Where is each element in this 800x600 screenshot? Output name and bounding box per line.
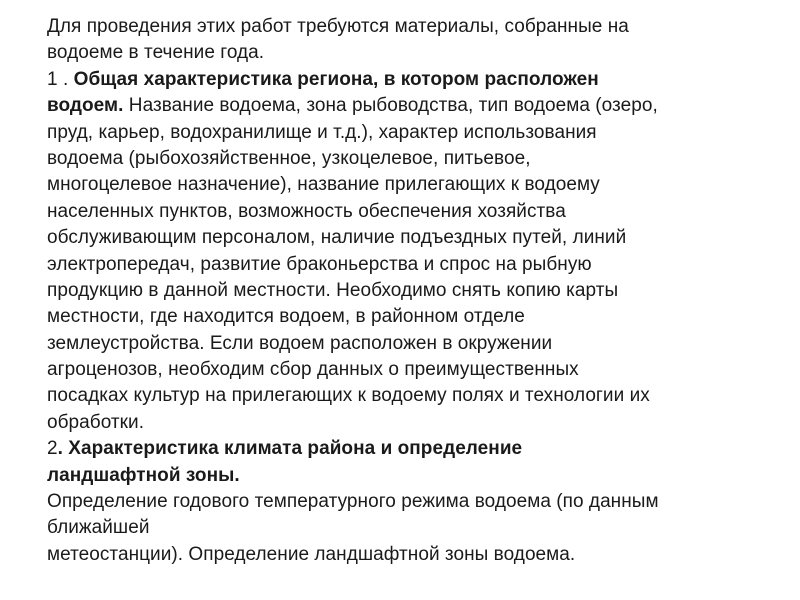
section1-body-line: агроценозов, необходим сбор данных о преимущественных (47, 359, 579, 381)
section2-prefix: 2 (47, 438, 58, 460)
document-text (47, 14, 767, 568)
section1-body-line: электропередач, развитие браконьерства и спрос на рыбную (47, 253, 592, 275)
section1-body-line: местности, где находится водоем, в районном отделе (47, 306, 525, 328)
section2-body-line: ближайшей (47, 517, 150, 539)
section1-heading-part1: Общая характеристика региона, в котором расположен (73, 68, 599, 90)
section1-body-line: многоцелевое назначение), название прилегающих к водоему (47, 174, 600, 196)
intro-line-1: Для проведения этих работ требуются материалы, собранные на (47, 16, 629, 37)
section2-heading-line (47, 436, 767, 462)
section2-body-line: Определение годового температурного режима водоема (по данным (47, 491, 659, 513)
section1-body-line: населенных пунктов, возможность обеспечения хозяйства (47, 200, 566, 222)
intro-line-2: водоеме в течение года. (47, 42, 265, 64)
section2-heading-part1: . Характеристика климата района и определение (57, 438, 523, 460)
section1-body-line: пруд, карьер, водохранилище и т.д.), характер использования (47, 121, 597, 143)
section1-body-line: обработки. (47, 411, 145, 433)
section1-body-line: водоема (рыбохозяйственное, узкоцелевое, питьевое, (47, 147, 531, 169)
section1-heading-line (47, 67, 767, 93)
section1-first-line-rest: Название водоема, зона рыбоводства, тип водоема (озеро, (128, 95, 658, 117)
section1-body-line: посадках культур на прилегающих к водоему полях и технологии их (47, 385, 650, 407)
section2-body-line: метеостанции). Определение ландшафтной зоны водоема. (47, 543, 576, 565)
section1-number: 1 . (47, 68, 69, 90)
section1-heading-line-2 (47, 93, 767, 119)
section1-body-line: обслуживающим персоналом, наличие подъездных путей, линий (47, 227, 627, 249)
section2-heading-part2: ландшафтной зоны. (47, 464, 240, 486)
section1-body-line: продукцию в данной местности. Необходимо снять копию карты (47, 279, 619, 301)
section1-body-line: землеустройства. Если водоем расположен в окружении (47, 332, 553, 354)
section1-heading-part2: водоем. (47, 95, 124, 117)
